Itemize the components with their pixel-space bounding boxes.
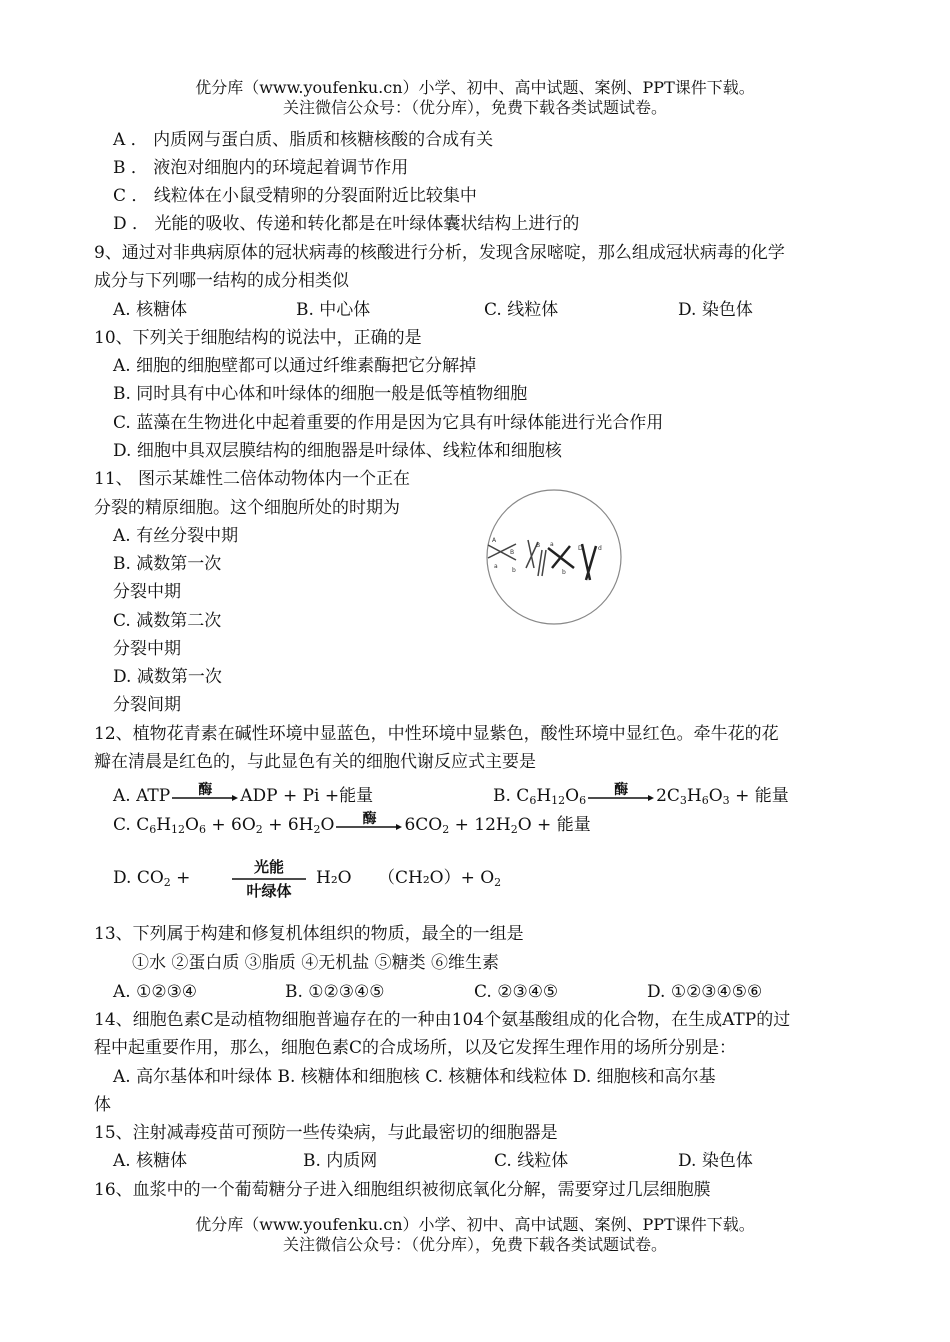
fig-label-a: a — [494, 563, 498, 570]
fig-label-B2: B — [536, 542, 541, 549]
q13-items: ①水 ②蛋白质 ③脂质 ④无机盐 ⑤糖类 ⑥维生素 — [132, 953, 500, 973]
q15-option-d: D. 染色体 — [678, 1151, 753, 1171]
q11-option-b-2: 分裂中期 — [113, 582, 181, 602]
q10-option-c: C. 蓝藻在生物进化中起着重要的作用是因为它具有叶绿体能进行光合作用 — [113, 413, 664, 433]
enzyme-arrow-c: 酶 — [336, 813, 402, 837]
q11-option-a: A. 有丝分裂中期 — [113, 526, 239, 546]
q15-option-c: C. 线粒体 — [494, 1151, 569, 1171]
q12-option-d-left: D. $CO_2$ + — [113, 868, 191, 889]
q13-option-d: D. ①②③④⑤⑥ — [647, 982, 763, 1002]
footer-line-2: 关注微信公众号：（优分库），免费下载各类试题试卷。 — [282, 1235, 667, 1254]
q13-option-a: A. ①②③④ — [113, 982, 198, 1002]
fig-label-b2: b — [562, 569, 566, 576]
fig-label-d: d — [598, 545, 602, 552]
q10-option-d: D. 细胞中具双层膜结构的细胞器是叶绿体、线粒体和细胞核 — [113, 441, 562, 461]
q8-option-a: A ． 内质网与蛋白质、脂质和核糖核酸的合成有关 — [113, 130, 494, 150]
q11-option-d-1: D. 减数第一次 — [113, 667, 222, 687]
q9-stem-2: 成分与下列哪一结构的成分相类似 — [94, 271, 349, 291]
cell-division-figure — [482, 488, 627, 626]
q9-option-a: A. 核糖体 — [113, 300, 188, 320]
q12-stem-2: 瓣在清晨是红色的，与此显色有关的细胞代谢反应式主要是 — [94, 752, 536, 772]
q11-option-c-1: C. 减数第二次 — [113, 611, 222, 631]
q12-option-d-right: $(CH_2O)+ O_2$ — [378, 868, 502, 889]
q14-options: A. 高尔基体和叶绿体 B. 核糖体和细胞核 C. 核糖体和线粒体 D. 细胞核和高尔基 — [113, 1067, 716, 1087]
q13-stem: 13、下列属于构建和修复机体组织的物质，最全的一组是 — [94, 924, 524, 944]
q14-stem-1: 14、细胞色素C是动植物细胞普遍存在的一种由104个氨基酸组成的化合物，在生成ATP的过 — [94, 1010, 791, 1030]
q15-option-a: A. 核糖体 — [113, 1151, 188, 1171]
q15-stem: 15、注射减毒疫苗可预防一些传染病，与此最密切的细胞器是 — [94, 1123, 558, 1143]
q9-option-d: D. 染色体 — [678, 300, 753, 320]
header-line-1: 优分库（www.youfenku.cn）小学、初中、高中试题、案例、PPT课件下载。 — [195, 78, 755, 97]
q11-option-c-2: 分裂中期 — [113, 639, 181, 659]
q9-option-b: B. 中心体 — [296, 300, 371, 320]
fig-label-b: b — [512, 567, 516, 574]
q15-option-b: B. 内质网 — [303, 1151, 378, 1171]
q10-option-b: B. 同时具有中心体和叶绿体的细胞一般是低等植物细胞 — [113, 384, 528, 404]
q11-option-b-1: B. 减数第一次 — [113, 554, 222, 574]
q13-option-b: B. ①②③④⑤ — [285, 982, 385, 1002]
fig-label-a2: a — [550, 541, 554, 548]
q12-option-a: A. ATP 酶 ADP + Pi +能量 — [113, 782, 374, 806]
q12-stem-1: 12、植物花青素在碱性环境中显蓝色，中性环境中显紫色，酸性环境中显红色。牵牛花的花 — [94, 724, 779, 744]
q10-option-a: A. 细胞的细胞壁都可以通过纤维素酶把它分解掉 — [113, 356, 477, 376]
fig-label-D: D — [578, 545, 583, 552]
q14-stem-2: 程中起重要作用，那么，细胞色素C的合成场所，以及它发挥生理作用的场所分别是： — [94, 1038, 737, 1058]
fig-label-B: B — [510, 549, 515, 556]
q8-option-b: B ． 液泡对细胞内的环境起着调节作用 — [113, 158, 409, 178]
q12-option-c: C. $C_6H_{12}O_6 + 6O_2 + 6H_2O$ 酶 $6CO_2 + 12H_2O$ + 能量 — [113, 811, 591, 836]
q9-stem-1: 9、通过对非典病原体的冠状病毒的核酸进行分析，发现含尿嘧啶，那么组成冠状病毒的化学 — [94, 243, 785, 263]
q8-option-c: C ． 线粒体在小鼠受精卵的分裂面附近比较集中 — [113, 186, 477, 206]
q14-options-wrap: 体 — [94, 1095, 111, 1115]
q11-option-d-2: 分裂间期 — [113, 695, 181, 715]
q8-option-d: D ． 光能的吸收、传递和转化都是在叶绿体囊状结构上进行的 — [113, 214, 580, 234]
enzyme-arrow-a: 酶 — [172, 784, 238, 808]
q12-option-b: B. $C_6H_{12}O_6$ 酶 $2C_3H_6O_3$ + 能量 — [493, 782, 789, 807]
fig-label-A: A — [492, 537, 497, 544]
q10-stem: 10、下列关于细胞结构的说法中，正确的是 — [94, 328, 422, 348]
light-chloroplast-arrow: 光能 叶绿体 — [246, 858, 292, 900]
q12-option-d-h2o: H₂O — [316, 868, 352, 888]
q13-option-c: C. ②③④⑤ — [474, 982, 559, 1002]
footer-line-1: 优分库（www.youfenku.cn）小学、初中、高中试题、案例、PPT课件下载。 — [195, 1215, 755, 1234]
q11-stem-2: 分裂的精原细胞。这个细胞所处的时期为 — [94, 498, 400, 518]
q11-stem-1: 11、 图示某雄性二倍体动物体内一个正在 — [94, 469, 411, 489]
q9-option-c: C. 线粒体 — [484, 300, 559, 320]
header-line-2: 关注微信公众号：（优分库），免费下载各类试题试卷。 — [282, 98, 667, 117]
enzyme-arrow-b: 酶 — [588, 784, 654, 808]
q16-stem: 16、血浆中的一个葡萄糖分子进入细胞组织被彻底氧化分解，需要穿过几层细胞膜 — [94, 1180, 711, 1200]
